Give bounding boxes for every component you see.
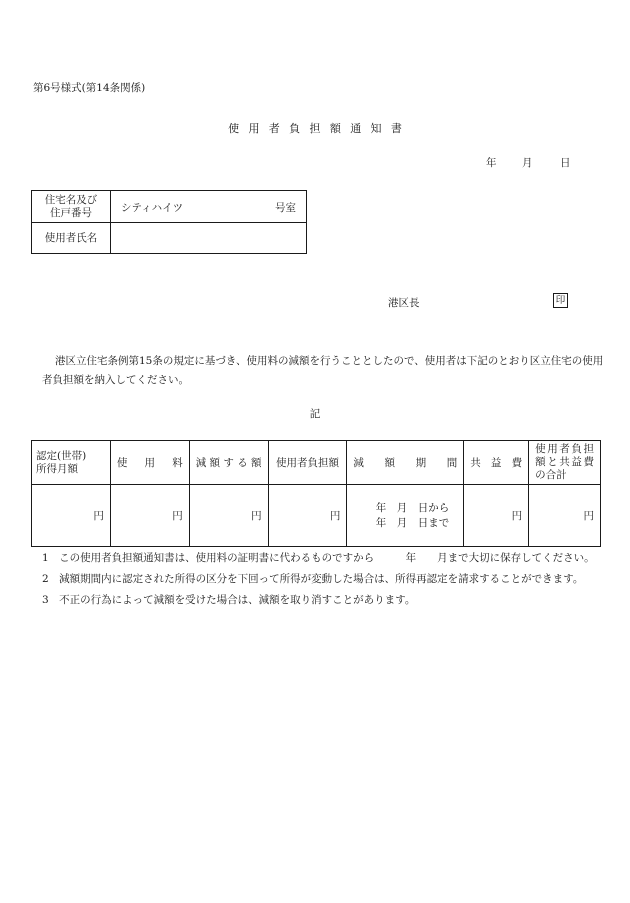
- date-month: 月: [522, 157, 533, 169]
- header-usage-fee: 使用料: [110, 441, 189, 485]
- ki-heading: 記: [309, 408, 321, 420]
- income-cell[interactable]: 円: [32, 485, 111, 547]
- header-common-fee: 共益費: [464, 441, 529, 485]
- total-cell[interactable]: 円: [529, 485, 601, 547]
- issuer-name: 港区長: [388, 297, 420, 309]
- reduction-cell[interactable]: 円: [189, 485, 268, 547]
- usage-fee-cell[interactable]: 円: [110, 485, 189, 547]
- note-item: 3 不正の行為によって減額を受けた場合は、減額を取り消すことがあります。: [42, 594, 416, 606]
- header-income: 認定(世帯) 所得月額: [32, 441, 111, 485]
- seal-mark: 印: [553, 293, 568, 308]
- form-number: 第6号様式(第14条関係): [33, 82, 146, 94]
- user-name-field[interactable]: [111, 223, 307, 254]
- period-cell[interactable]: [347, 485, 464, 547]
- header-reduction: 減額する額: [189, 441, 268, 485]
- period-from: 年 月 日から: [375, 501, 450, 514]
- room-suffix: 号室: [275, 202, 296, 214]
- notice-paragraph: 港区立住宅条例第15条の規定に基づき、使用料の減額を行うこととしたので、使用者は下記のとおり区立住宅の使用者負担額を納入してください。: [42, 355, 604, 386]
- period-to: 年 月 日まで: [375, 516, 450, 529]
- address-field[interactable]: [111, 191, 307, 223]
- document-title: 使用者負担額通知書: [228, 122, 412, 135]
- date-day: 日: [560, 157, 571, 169]
- header-total: 使用者負担 額と共益費 の合計: [529, 441, 601, 485]
- burden-table: [31, 440, 601, 547]
- common-fee-cell[interactable]: 円: [464, 485, 529, 547]
- address-value: シティハイツ: [121, 202, 184, 214]
- user-name-label: 使用者氏名: [32, 223, 111, 254]
- header-period: 減額期間: [347, 441, 464, 485]
- header-burden: 使用者負担額: [268, 441, 347, 485]
- address-label: 住宅名及び 住戸番号: [32, 191, 111, 223]
- date-year: 年: [486, 157, 497, 169]
- note-item: 1 この使用者負担額通知書は、使用料の証明書に代わるものですから 年 月まで大切に保存してください。: [42, 552, 595, 564]
- issue-date: [486, 155, 571, 170]
- burden-cell[interactable]: 円: [268, 485, 347, 547]
- table-row: [32, 485, 601, 547]
- notes-list: [42, 549, 608, 612]
- note-item: 2 減額期間内に認定された所得の区分を下回って所得が変動した場合は、所得再認定を請求することができます。: [42, 573, 584, 585]
- table-header-row: [32, 441, 601, 485]
- resident-info-table: [31, 190, 307, 254]
